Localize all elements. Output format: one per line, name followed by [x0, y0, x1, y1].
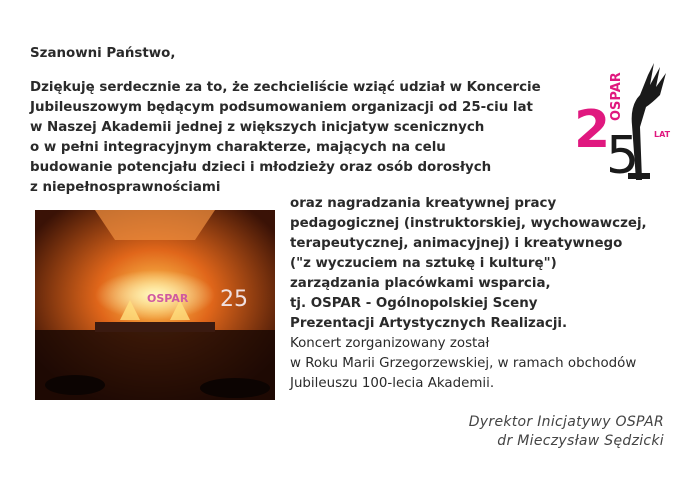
- text-line: Koncert zorganizowany został: [290, 336, 490, 351]
- text-line: Dziękuję serdecznie za to, że zechcieliście wziąć udział w Koncercie: [30, 80, 541, 95]
- logo-ospar: OSPAR: [609, 72, 624, 121]
- text-line: oraz nagradzania kreatywnej pracy: [290, 196, 557, 211]
- concert-photo: [35, 210, 275, 400]
- text-line: Jubileuszu 100-lecia Akademii.: [290, 376, 495, 391]
- text-line: z niepełnosprawnościami: [30, 180, 221, 195]
- logo-digit-5: 5: [606, 126, 640, 185]
- text-line: w Roku Marii Grzegorzewskiej, w ramach obchodów: [290, 356, 637, 371]
- logo-lat: LAT: [654, 130, 671, 139]
- stage-number: 25: [220, 287, 248, 312]
- intro-paragraph: [30, 78, 541, 198]
- continued-paragraph: [290, 194, 647, 394]
- text-line: w Naszej Akademii jednej z większych inicjatyw scenicznych: [30, 120, 485, 135]
- text-line: Jubileuszowym będącym podsumowaniem organizacji od 25-ciu lat: [30, 100, 533, 115]
- signature-title: Dyrektor Inicjatywy OSPAR: [468, 414, 664, 430]
- text-line: budowanie potencjału dzieci i młodzieży oraz osób dorosłych: [30, 160, 492, 175]
- text-line: tj. OSPAR - Ogólnopolskiej Sceny: [290, 296, 538, 311]
- greeting: Szanowni Państwo,: [30, 46, 176, 61]
- signature: [469, 413, 664, 451]
- stage-logo-text: OSPAR: [147, 292, 189, 305]
- text-line: pedagogicznej (instruktorskiej, wychowawczej,: [290, 216, 647, 231]
- logo-digit-2: 2: [574, 100, 611, 160]
- text-line: ("z wyczuciem na sztukę i kulturę"): [290, 256, 557, 271]
- text-line: zarządzania placówkami wsparcia,: [290, 276, 551, 291]
- signature-name: dr Mieczysław Sędzicki: [497, 433, 664, 449]
- text-line: Prezentacji Artystycznych Realizacji.: [290, 316, 568, 331]
- ospar-25-logo: [570, 55, 680, 185]
- text-line: terapeutycznej, animacyjnej) i kreatywnego: [290, 236, 623, 251]
- text-line: o w pełni integracyjnym charakterze, mających na celu: [30, 140, 446, 155]
